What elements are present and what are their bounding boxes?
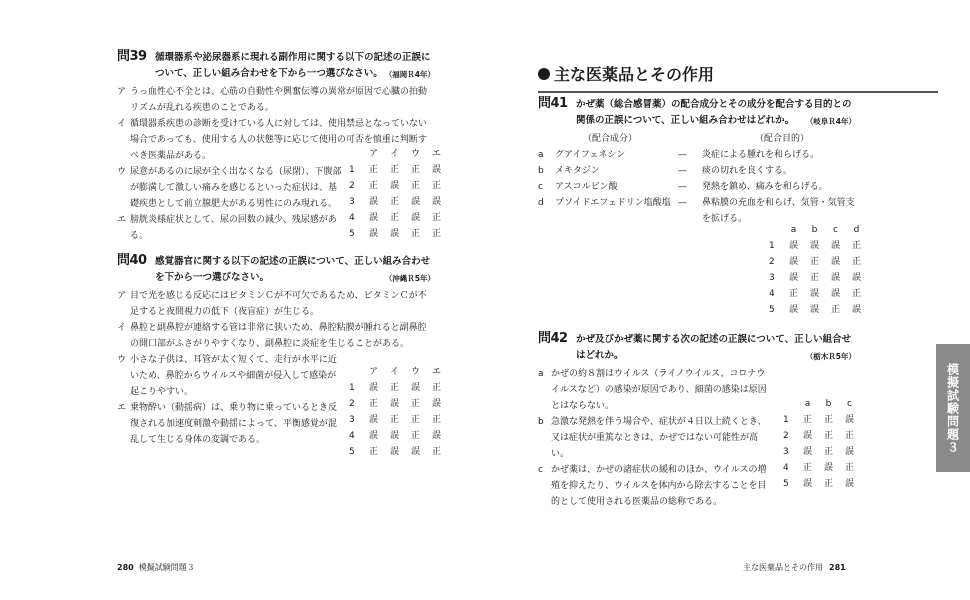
answer-row: 5 誤 誤 正 正 [349, 229, 441, 239]
pair-row: d プソイドエフェドリン塩酸塩 — 鼻粘膜の充血を和らげ、気管・気管支を拡げる。 [538, 198, 855, 224]
question-40-header [117, 254, 435, 286]
answer-row: 4 正 誤 誤 正 [769, 289, 861, 299]
answer-row: 3 誤 正 誤 誤 [769, 273, 861, 283]
side-tab: 模擬試験問題３ [936, 344, 970, 472]
answer-row: 3 誤 正 誤 [783, 447, 854, 457]
page-footer-left [117, 562, 195, 573]
statement: ウ 小さな子供は、耳管が太く短くて、走行が水平に近いため、鼻腔からウイルスや細菌が侵入して感染が起こりやすい。 [117, 355, 337, 397]
question-source: （福岡Ｒ4年） [384, 70, 435, 79]
answer-row: 1 誤 誤 誤 正 [769, 241, 861, 251]
statement: b 急激な発熱を伴う場合や、症状が４日以上続くとき、又は症状が重篤なときは、かぜではない可能性が高い。 [538, 417, 767, 459]
question-text: かぜ薬（総合感冒薬）の配合成分とその成分を配合する目的との関係の正誤について、正しい組み合わせはどれか。 （岐阜Ｒ4年） [576, 97, 856, 129]
answer-row: 1 正 正 正 誤 [349, 165, 441, 175]
statement: a かぜの約８割はウイルス（ライノウイルス、コロナウイルスなど）の感染が原因であり、細菌の感染は原因とはならない。 [538, 369, 767, 411]
page-number: 280 [117, 563, 134, 572]
running-title: 主な医薬品とその作用 [743, 563, 823, 572]
answer-row: 5 誤 正 誤 [783, 479, 854, 489]
question-42-header [538, 332, 856, 364]
answer-row: 2 正 誤 正 誤 [349, 399, 441, 409]
bullet-icon [538, 68, 550, 80]
answer-table-41: a b c d 1 誤 誤 誤 正 2 誤 正 誤 正 3 誤 正 誤 誤 4 正 誤 誤 正 5 誤 誤 正 誤 [769, 222, 867, 318]
question-number: 問39 [117, 49, 147, 64]
question-41 [538, 97, 856, 227]
answer-row: 5 正 誤 誤 正 [349, 447, 441, 457]
statement: ア 目で光を感じる反応にはビタミンＣが不可欠であるため、ビタミンＣが不足すると夜間視力の低下（夜盲症）が生じる。 [117, 291, 427, 317]
statement: c かぜ薬は、かぜの諸症状の緩和のほか、ウイルスの増殖を抑えたり、ウイルスを体内から除去することを目的として使用される医薬品の総称である。 [538, 465, 767, 507]
question-number: 問41 [538, 96, 568, 111]
answer-table-39: ア イ ウ エ 1 正 正 正 誤 2 正 誤 正 正 3 誤 正 誤 誤 4 誤 正 誤 正 5 誤 誤 正 正 [349, 146, 447, 242]
column-headers: （配合成分） （配合目的） [583, 134, 810, 144]
statement: エ 膀胱炎様症状として、尿の回数の減少、残尿感がある。 [117, 215, 337, 241]
statement: イ 鼻腔と副鼻腔が連絡する管は非常に狭いため、鼻腔粘膜が腫れると副鼻腔の開口部がふさがりやすくなり、副鼻腔に炎症を生じることがある。 [117, 323, 427, 349]
answer-table-40: ア イ ウ エ 1 誤 正 誤 正 2 正 誤 正 誤 3 誤 正 正 正 4 誤 誤 正 誤 5 正 誤 誤 正 [349, 364, 447, 460]
answer-row: 3 誤 正 正 正 [349, 415, 441, 425]
answer-row: 1 正 正 誤 [783, 415, 854, 425]
section-title: 主な医薬品とその作用 [538, 62, 938, 93]
question-text: かぜ及びかぜ薬に関する次の記述の正誤について、正しい組合せはどれか。 （栃木Ｒ5年） [576, 332, 856, 364]
answer-row: 2 正 誤 正 正 [349, 181, 441, 191]
question-text: 感覚器官に関する以下の記述の正誤について、正しい組み合わせを下から一つ選びなさい。 （沖縄Ｒ5年） [155, 254, 435, 286]
statement: ウ 尿意があるのに尿が全く出なくなる（尿閉）、下腹部が膨満して激しい痛みを感じるといった症状は、基礎疾患として前立腺肥大がある男性にのみ現れる。 [117, 167, 342, 209]
statement: イ 循環器系疾患の診断を受けている人に対しては、使用禁忌となっていない場合であっても、使用する人の状態等に応じて使用の可否を慎重に判断すべき医薬品がある。 [117, 119, 428, 161]
question-source: （栃木Ｒ5年） [805, 352, 856, 361]
answer-row: 4 誤 正 誤 正 [349, 213, 441, 223]
answer-row: 1 誤 正 誤 正 [349, 383, 441, 393]
pair-row: c アスコルビン酸 — 発熱を鎮め、痛みを和らげる。 [538, 182, 828, 192]
question-text: 循環器系や泌尿器系に現れる副作用に関する以下の記述の正誤について、正しい組み合わせを下から一つ選びなさい。 （福岡Ｒ4年） [155, 50, 435, 82]
statement: エ 乗物酔い（動揺病）は、乗り物に乗っているとき反復される加速度刺激や動揺によって、平衡感覚が混乱して生じる身体の変調である。 [117, 403, 338, 445]
running-title: 模擬試験問題３ [138, 563, 195, 572]
question-39-header [117, 50, 435, 82]
question-source: （沖縄Ｒ5年） [384, 274, 435, 283]
pair-row: a グアイフェネシン — 炎症による腫れを和らげる。 [538, 150, 820, 160]
page-footer-right [743, 562, 851, 573]
answer-table-42: a b c 1 正 正 誤 2 誤 正 正 3 誤 正 誤 4 正 誤 正 5 誤 正 誤 [783, 396, 860, 492]
question-source: （岐阜Ｒ4年） [805, 117, 856, 126]
page-number: 281 [829, 563, 846, 572]
statement: ア うっ血性心不全とは、心筋の自動性や興奮伝導の異常が原因で心臓の拍動リズムが乱れる疾患のことである。 [117, 87, 428, 113]
pair-row: b メキタジン — 痰の切れを良くする。 [538, 166, 793, 176]
right-page [485, 0, 970, 600]
answer-row: 4 誤 誤 正 誤 [349, 431, 441, 441]
answer-row: 2 誤 正 正 [783, 431, 854, 441]
question-number: 問40 [117, 253, 147, 268]
answer-row: 3 誤 正 誤 誤 [349, 197, 441, 207]
question-41-header [538, 97, 856, 129]
answer-row: 5 誤 誤 正 誤 [769, 305, 861, 315]
question-number: 問42 [538, 331, 568, 346]
answer-row: 2 誤 正 誤 正 [769, 257, 861, 267]
answer-row: 4 正 誤 正 [783, 463, 854, 473]
